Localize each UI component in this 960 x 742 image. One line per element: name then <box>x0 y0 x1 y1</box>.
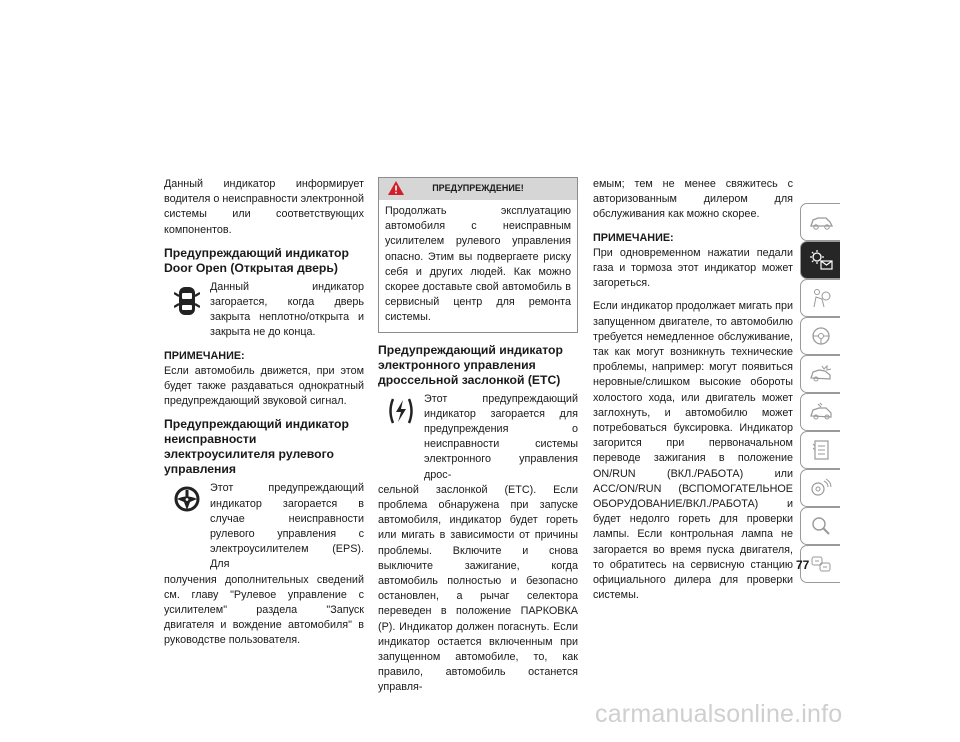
door-open-text: Данный индикатор загорается, когда дверь закрыта неплотно/открыта и закрыта не до конца. <box>210 280 364 339</box>
tab-maintenance-icon[interactable] <box>800 393 840 431</box>
etc-heading: Предупреждающий индикатор электронного управления дроссельной заслонкой (ETC) <box>378 342 563 387</box>
page-number: 77 <box>796 558 810 572</box>
warning-text: Продолжать эксплуатацию автомобиля с неисправным усилителем рулевого управления опасно. Этим вы подвергаете риску себя и других людей. Как можно скорее доставьте свой автомобиль в сервисный центр для ремонта системы. <box>385 205 571 324</box>
door-open-heading: Предупреждающий индикатор Door Open (Открытая дверь) <box>164 245 349 275</box>
note-text: Если автомобиль движется, при этом будет также раздаваться однократный предупреждающий звуковой сигнал. <box>164 364 364 408</box>
tab-dashboard-warning-icon[interactable] <box>800 241 840 279</box>
steering-warning-icon <box>164 481 210 572</box>
eps-text-rest: получения дополнительных сведений см. главу "Рулевое управление с усилителем" раздела "Запуск двигателя и вождение автомобиля" в руководстве пользователя. <box>164 573 364 647</box>
eps-indicator-block <box>164 481 364 572</box>
eps-text-top: Этот предупреждающий индикатор загорается в случае неисправности рулевого управления с электроусилителем (EPS). Для <box>210 482 364 571</box>
column-left <box>164 177 364 649</box>
door-open-icon <box>164 280 210 341</box>
tab-specs-icon[interactable] <box>800 431 840 469</box>
door-open-indicator-block <box>164 280 364 341</box>
chapter-tabs <box>800 203 840 583</box>
eps-heading: Предупреждающий индикатор неисправности электроусилителя рулевого управления <box>164 417 349 477</box>
note-title-2: ПРИМЕЧАНИЕ: <box>593 231 674 244</box>
warning-header <box>379 178 577 200</box>
note-title: ПРИМЕЧАНИЕ: <box>164 349 245 362</box>
warning-triangle-icon <box>387 180 405 201</box>
tab-airbag-icon[interactable] <box>800 279 840 317</box>
tab-car-info-icon[interactable] <box>800 203 840 241</box>
note-text-2: При одновременном нажатии педали газа и тормоза этот индикатор может загореться. <box>593 246 793 290</box>
column-middle <box>378 177 578 696</box>
tab-steering-wheel-icon[interactable] <box>800 317 840 355</box>
etc-text-top: Этот предупреждающий индикатор загорается для предупреждения о неисправности системы электронного управления дрос- <box>424 392 578 481</box>
etc-lightning-icon <box>378 392 424 483</box>
footer-watermark: carmanualsonline.info <box>595 700 843 728</box>
etc-text-rest: сельной заслонкой (ETC). Если проблема обнаружена при запуске автомобиля, индикатор будет гореть или мигать в зависимости от причины проблемы. Включите и снова выключите зажигание, когда автомобиль полностью и безопасно остановлен, а рычаг селектора переведен в положение ПАРКОВКА (P). Индикатор должен погаснуть. Если индикатор остается включенным при запущенном автомобиле, то, как правило, автомобиль останется управля- <box>378 483 578 694</box>
blink-text: Если индикатор продолжает мигать при запущенном двигателе, то автомобилю требуется немедленное обслуживание, так как могут возникнуть технические проблемы, например: могут появиться неровные/слишком высокие обороты холостого хода, или двигатель может заглохнуть, и автомобилю может потребоваться буксировка. Индикатор загорится при первоначальном переводе зажигания в положение ON/RUN (ВКЛ./РАБОТА) или ACC/ON/RUN (ВСПОМОГАТЕЛЬНОЕ ОБОРУДОВАНИЕ/ВКЛ./РАБОТА) и будет недолго гореть для проверки лампы. Если контрольная лампа не загорается во время пуска двигателя, то обратитесь на сервисную станцию официального дилера для проверки системы. <box>593 300 793 602</box>
column-right <box>593 177 793 603</box>
continued-text: емым; тем не менее свяжитесь с авторизованным дилером для обслуживания как можно скорее. <box>593 178 793 221</box>
tab-crash-icon[interactable] <box>800 355 840 393</box>
tab-search-index-icon[interactable] <box>800 507 840 545</box>
intro-text: Данный индикатор информирует водителя о неисправности электронной системы или соответствующих компонентов. <box>164 178 365 236</box>
tab-multimedia-icon[interactable] <box>800 469 840 507</box>
etc-indicator-block <box>378 392 578 483</box>
warning-title: ПРЕДУПРЕЖДЕНИЕ! <box>432 183 524 194</box>
warning-box <box>378 177 578 333</box>
